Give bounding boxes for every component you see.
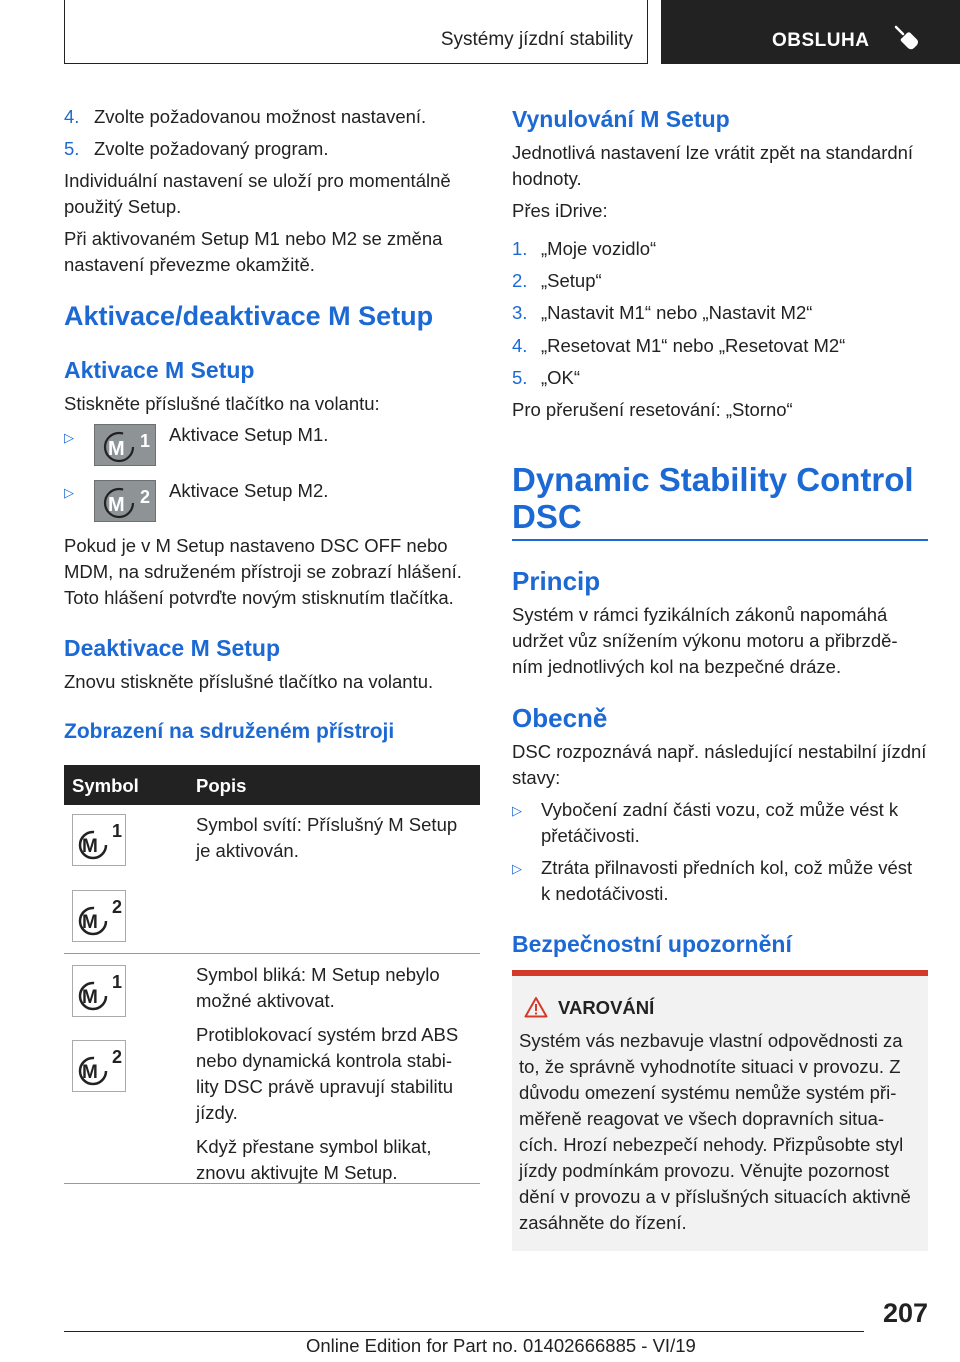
paragraph-activated: Při aktivovaném Setup M1 nebo M2 se změna nastavení převezme okamžitě.	[64, 228, 443, 275]
heading-reset: Vynulování M Setup	[512, 106, 730, 132]
paragraph-saved: Individuální nastavení se uloží pro momentálně použitý Setup.	[64, 170, 451, 217]
section-tab	[64, 0, 648, 64]
step-number: 4.	[64, 106, 80, 127]
heading-princip: Princip	[512, 566, 601, 596]
step-text: „OK“	[541, 367, 581, 388]
table-row-lit: Symbol svítí: Příslušný M Setup je aktivován.	[196, 814, 458, 861]
step-text: „Nastavit M1“ nebo „Nastavit M2“	[541, 302, 813, 323]
step-number: 3.	[512, 302, 528, 323]
table-header	[64, 765, 480, 805]
warning-bar	[512, 970, 928, 976]
step-number: 4.	[512, 335, 528, 356]
column-header-description: Popis	[196, 775, 247, 796]
svg-text:2: 2	[140, 487, 151, 507]
chapter-label: OBSLUHA	[772, 30, 870, 51]
button-m1-label: Aktivace Setup M1.	[169, 424, 329, 445]
m1-symbol-icon	[72, 965, 126, 1017]
warning-title: VAROVÁNÍ	[558, 997, 655, 1018]
button-m2-label: Aktivace Setup M2.	[169, 480, 329, 501]
hand-pointer-icon	[893, 24, 921, 52]
warning-triangle-icon	[524, 996, 548, 1018]
edition-info: Online Edition for Part no. 01402666885 - VI/19	[306, 1335, 696, 1356]
section-title: Systémy jízdní stability	[440, 29, 633, 50]
heading-display: Zobrazení na sdruženém přístroji	[64, 720, 395, 743]
step-text: „Resetovat M1“ nebo „Resetovat M2“	[541, 335, 846, 356]
heading-underline	[512, 539, 928, 541]
step-text: Zvolte požadovanou možnost nastavení.	[94, 106, 427, 127]
page-number: 207	[882, 1298, 928, 1328]
heading-dsc: Dynamic Stability Control DSC	[512, 461, 914, 535]
bullet-triangle-icon: ▷	[512, 803, 522, 818]
paragraph-press: Stiskněte příslušné tlačítko na volantu:	[64, 393, 380, 414]
paragraph-again: Znovu stiskněte příslušné tlačítko na volantu.	[64, 671, 434, 692]
svg-text:1: 1	[112, 972, 123, 992]
heading-safety: Bezpečnostní upozornění	[512, 931, 792, 957]
bullet-triangle-icon: ▷	[512, 861, 522, 876]
bullet-triangle-icon: ▷	[64, 430, 74, 445]
paragraph-dsc-off: Pokud je v M Setup nastaveno DSC OFF nebo MDM, na sdruženém přístroji se zobrazí hlášení. Toto hlášení potvrďte novým stisknutím tlačítka.	[64, 535, 462, 608]
heading-activate: Aktivace M Setup	[64, 357, 255, 383]
m2-button-icon	[94, 480, 156, 522]
svg-text:2: 2	[112, 897, 123, 917]
svg-text:M: M	[108, 494, 125, 516]
paragraph-reset: Jednotlivá nastavení lze vrátit zpět na standardní hodnoty.	[512, 142, 914, 189]
m1-button-icon	[94, 424, 156, 466]
paragraph-obecne: DSC rozpoznává např. následující nestabilní jízdní stavy:	[512, 741, 927, 788]
paragraph-princip: Systém v rámci fyzikálních zákonů napomáhá udržet vůz snížením výkonu motoru a přibrzdě- ním jednotlivých kol na bezpečné dráze.	[512, 604, 898, 677]
svg-text:M: M	[82, 912, 98, 933]
svg-text:M: M	[82, 1062, 98, 1083]
bullet-understeer: Ztráta přilnavosti předních kol, což může vést k nedotáčivosti.	[541, 857, 913, 904]
bullet-oversteer: Vybočení zadní části vozu, což může vést k přetáčivosti.	[541, 799, 899, 846]
m1-symbol-icon	[72, 814, 126, 866]
svg-text:2: 2	[112, 1047, 123, 1067]
heading-activation: Aktivace/deaktivace M Setup	[64, 301, 434, 331]
page-header	[0, 0, 960, 66]
svg-text:M: M	[108, 438, 125, 460]
svg-text:1: 1	[112, 821, 123, 841]
heading-deactivate: Deaktivace M Setup	[64, 635, 281, 661]
warning-box	[512, 970, 928, 1251]
table-divider	[64, 1183, 480, 1184]
warning-text: Systém vás nezbavuje vlastní odpovědnosti za to, že správně vyhodnotíte situaci v provozu. Z důvodu omezení systému nemůže systém při- měřeně reagovat ve všech dopravních situa- cích. Hrozí nebezpečí nehody. Přizpůsobte styl jízdy podmínkám provozu. Věnujte pozornost dění v provozu a v příslušných situacích aktivně zasáhněte do řízení.	[519, 1030, 911, 1233]
column-header-symbol: Symbol	[72, 775, 139, 796]
heading-obecne: Obecně	[512, 703, 608, 733]
svg-text:1: 1	[140, 431, 151, 451]
svg-text:M: M	[82, 987, 98, 1008]
m2-symbol-icon	[72, 890, 126, 942]
step-text: „Setup“	[541, 270, 602, 291]
step-number: 1.	[512, 238, 528, 259]
step-text: Zvolte požadovaný program.	[94, 138, 329, 159]
step-number: 5.	[512, 367, 528, 388]
bullet-triangle-icon: ▷	[64, 485, 74, 500]
table-divider	[64, 953, 480, 954]
table-row-blinking: Symbol bliká: M Setup nebylo možné aktivovat. Protiblokovací systém brzd ABS nebo dynamická kontrola stabi- lity DSC právě upravují stabilitu jízdy. Když přestane symbol blikat, znovu aktivujte M Setup.	[196, 964, 459, 1183]
paragraph-cancel: Pro přerušení resetování: „Storno“	[512, 399, 793, 420]
step-text: „Moje vozidlo“	[541, 238, 657, 259]
chapter-tab	[661, 0, 960, 64]
m2-symbol-icon	[72, 1040, 126, 1092]
paragraph-idrive: Přes iDrive:	[512, 200, 608, 221]
footer-rule	[64, 1331, 864, 1332]
step-number: 2.	[512, 270, 528, 291]
svg-text:M: M	[82, 836, 98, 857]
step-number: 5.	[64, 138, 80, 159]
